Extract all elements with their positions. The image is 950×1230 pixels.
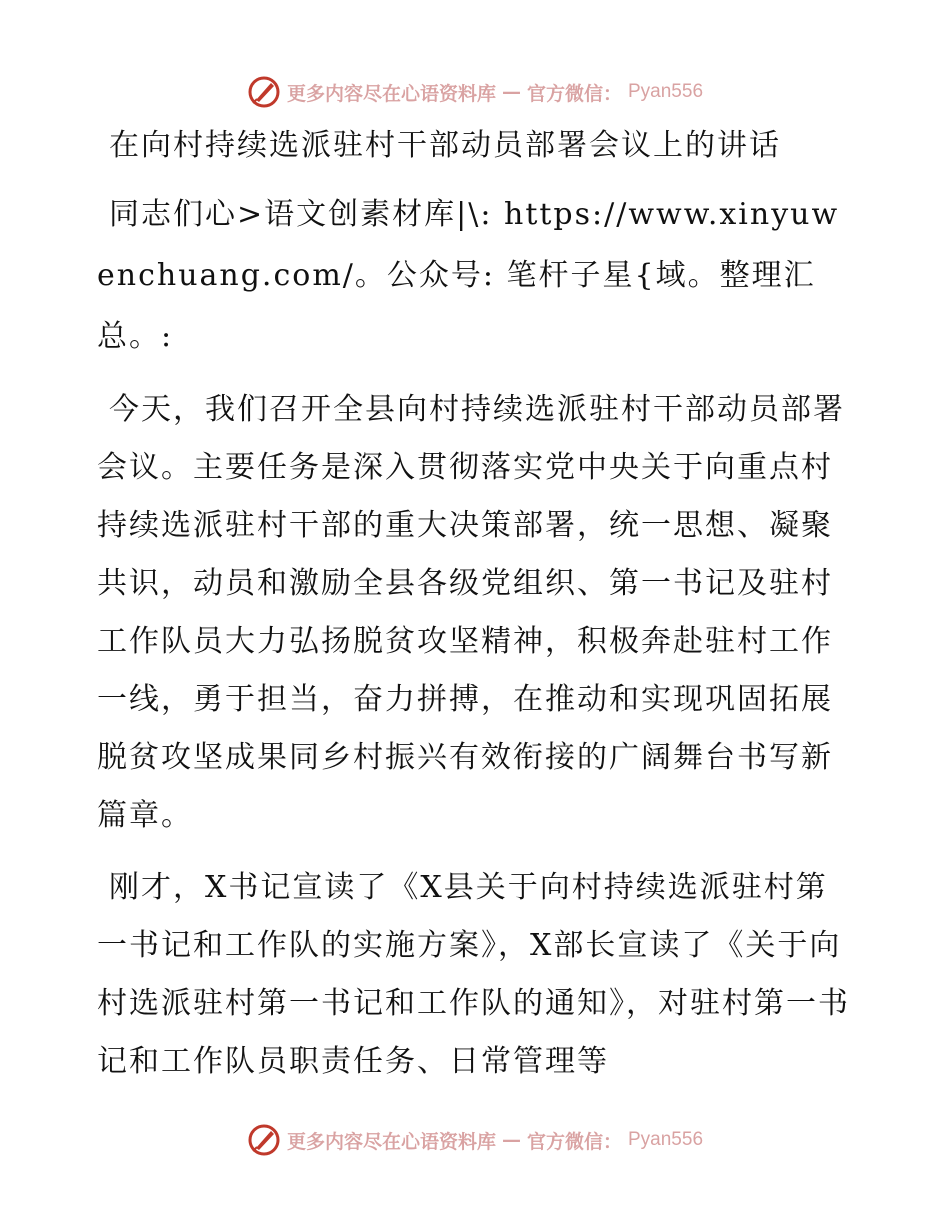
- header-banner: [0, 72, 950, 112]
- paragraph-2: 刚才，X书记宣读了《X县关于向村持续选派驻村第一书记和工作队的实施方案》，X部长宣读了《关于向村选派驻村第一书记和工作队的通知》，对驻村第一书记和工作队员职责任务、日常管理等: [97, 870, 850, 1079]
- banner-wechat-label: 官方微信：: [526, 1130, 622, 1153]
- banner-dash: —: [501, 1129, 521, 1151]
- footer-banner: [0, 1120, 950, 1160]
- banner-wechat-id: Pyan556: [628, 1129, 704, 1150]
- source-line: 同志们心>语文创素材库|\: https://www.xinyuwenchuang.com/。公众号: 笔杆子星{域。整理汇总。:: [97, 197, 840, 354]
- document-title: 在向村持续选派驻村干部动员部署会议上的讲话: [109, 128, 781, 163]
- banner-text: 更多内容尽在心语资料库: [286, 1130, 496, 1153]
- document-body: [97, 122, 857, 1105]
- banner-dash: —: [501, 81, 521, 103]
- banner-text: 更多内容尽在心语资料库: [286, 82, 496, 105]
- quill-pen-logo-icon: [247, 1123, 281, 1157]
- banner-wechat-id: Pyan556: [628, 81, 704, 102]
- banner-wechat-label: 官方微信：: [526, 82, 622, 105]
- paragraph-1: 今天，我们召开全县向村持续选派驻村干部动员部署会议。主要任务是深入贯彻落实党中央关于向重点村持续选派驻村干部的重大决策部署，统一思想、凝聚共识，动员和激励全县各级党组织、第一书记及驻村工作队员大力弘扬脱贫攻坚精神，积极奔赴驻村工作一线，勇于担当，奋力拼搏，在推动和实现巩固拓展脱贫攻坚成果同乡村振兴有效衔接的广阔舞台书写新篇章。: [97, 392, 845, 833]
- quill-pen-logo-icon: [247, 75, 281, 109]
